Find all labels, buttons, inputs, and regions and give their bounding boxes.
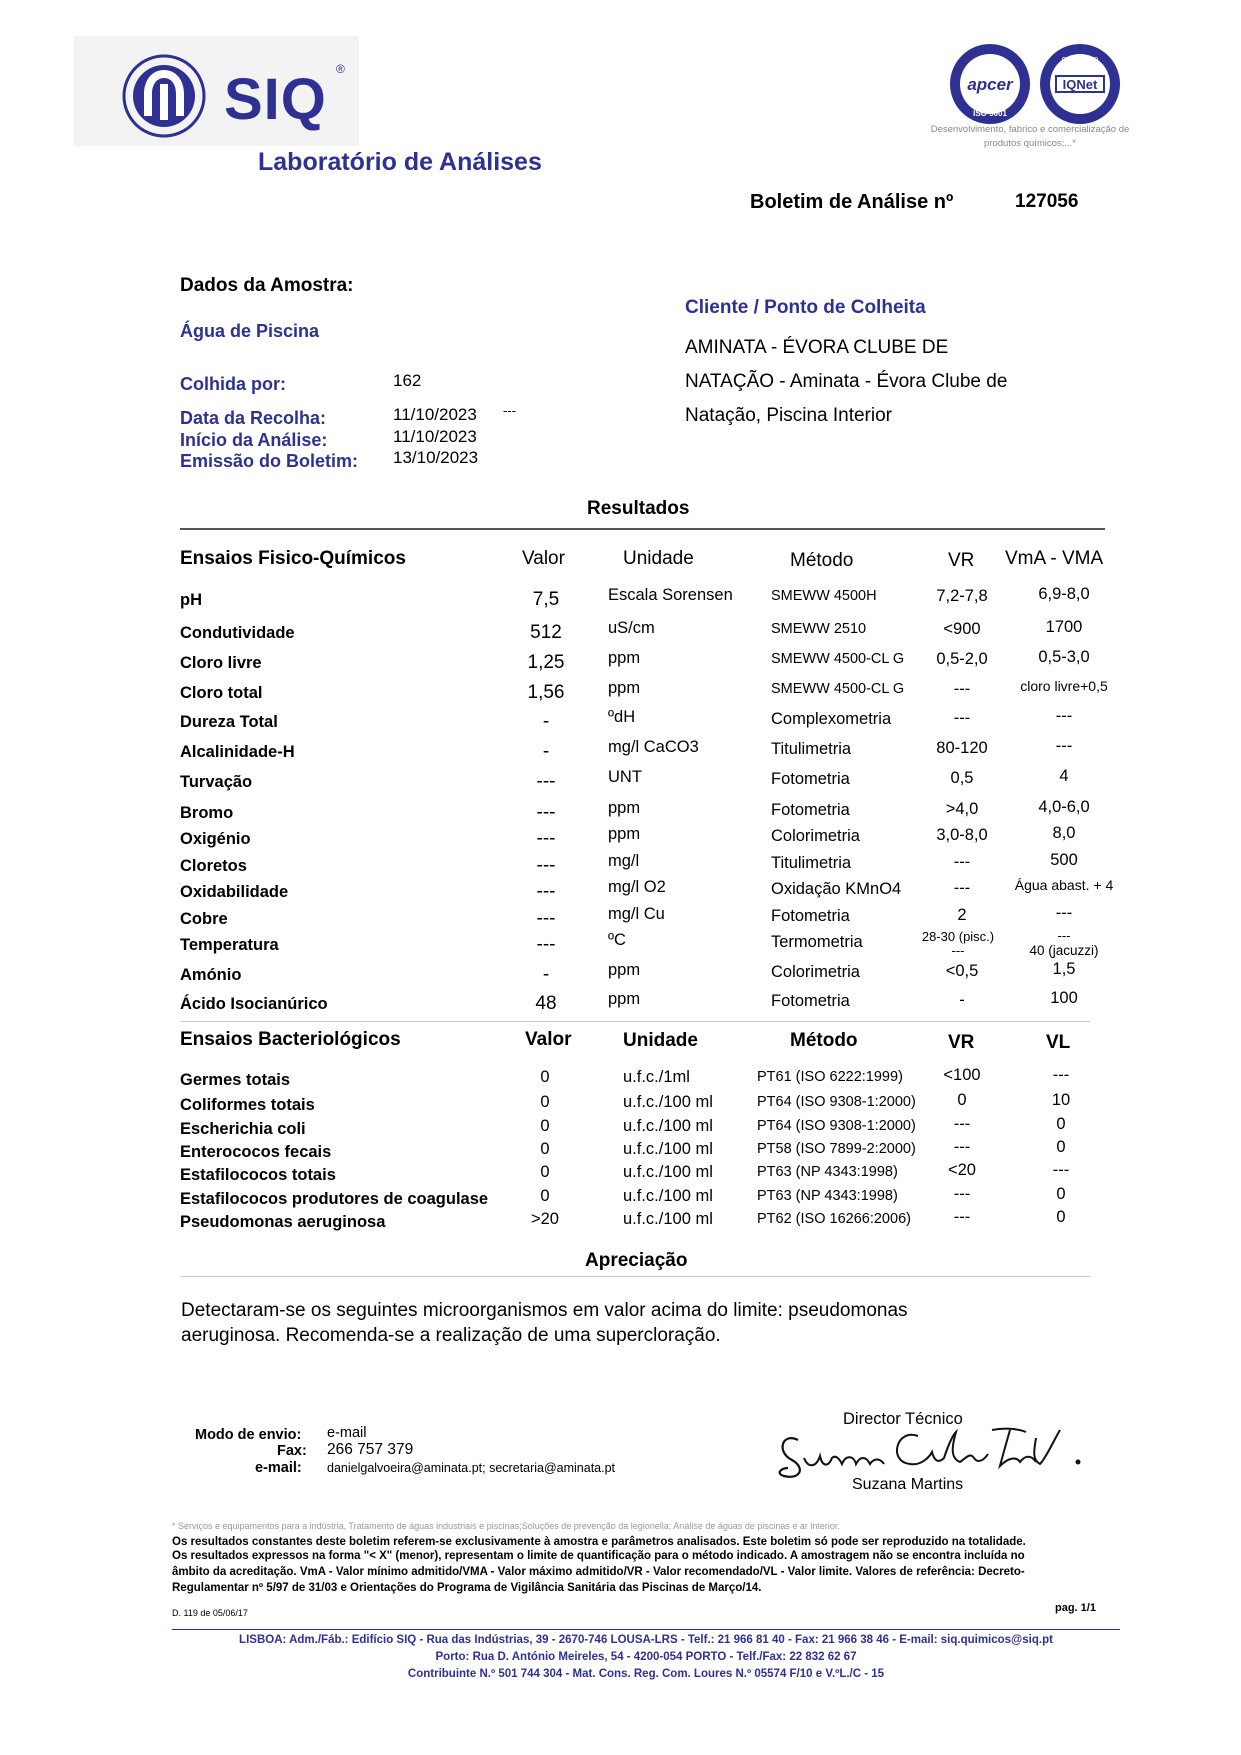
param-vma: 4 xyxy=(1059,767,1069,785)
param-vr: --- xyxy=(953,1138,971,1156)
param-method: Termometria xyxy=(771,933,863,951)
param-vma: 6,9-8,0 xyxy=(1038,585,1090,603)
param-unit: uS/cm xyxy=(608,619,655,637)
param-vr: --- xyxy=(953,1115,971,1133)
param-vr: 7,2-7,8 xyxy=(936,587,988,605)
appraisal-text: Detectaram-se os seguintes microorganismos em valor acima do limite: pseudomonas xyxy=(181,1300,908,1321)
param-name: Pseudomonas aeruginosa xyxy=(180,1213,386,1231)
collected-by-label: Colhida por: xyxy=(180,374,286,394)
param-vr: <0,5 xyxy=(945,962,979,980)
param-value: 0 xyxy=(540,1093,550,1111)
param-method: Complexometria xyxy=(771,710,892,728)
collected-by-value: 162 xyxy=(393,371,422,390)
delivery-mode-label: Modo de envio: xyxy=(195,1427,302,1443)
param-unit: ppm xyxy=(608,990,641,1008)
address-line: Porto: Rua D. António Meireles, 54 - 4200-054 PORTO - Telf./Fax: 22 832 62 67 xyxy=(435,1651,857,1663)
siq-wordmark: SIQ xyxy=(224,67,327,132)
param-name: Temperatura xyxy=(180,936,279,954)
param-vma: 0,5-3,0 xyxy=(1038,648,1090,666)
param-vr: --- xyxy=(953,1185,971,1203)
param-vr-extra: --- xyxy=(951,943,965,958)
param-vma-extra: 40 (jacuzzi) xyxy=(1029,943,1099,958)
param-vma: --- xyxy=(1055,707,1073,725)
client-line: Natação, Piscina Interior xyxy=(685,405,892,426)
param-name: Estafilococos totais xyxy=(180,1166,336,1184)
fax-value: 266 757 379 xyxy=(327,1441,414,1458)
sample-type: Água de Piscina xyxy=(180,321,320,341)
param-name: Amónio xyxy=(180,966,242,984)
param-name: pH xyxy=(180,591,202,609)
param-vma: 1,5 xyxy=(1052,960,1076,978)
param-vma: cloro livre+0,5 xyxy=(1020,678,1108,694)
client-heading: Cliente / Ponto de Colheita xyxy=(685,297,926,318)
param-vl: 10 xyxy=(1051,1091,1071,1109)
param-vl: 0 xyxy=(1056,1208,1066,1226)
results-heading: Resultados xyxy=(587,498,690,519)
param-name: Cloro total xyxy=(180,684,263,702)
param-name: Bromo xyxy=(180,804,234,822)
svg-text:apcer: apcer xyxy=(967,75,1013,94)
param-unit: u.f.c./100 ml xyxy=(623,1117,713,1135)
client-line: NATAÇÃO - Aminata - Évora Clube de xyxy=(685,371,1008,392)
col-vr: VR xyxy=(948,550,975,571)
param-unit: mg/l xyxy=(608,852,640,870)
param-value: 0 xyxy=(540,1187,550,1205)
bacterio-heading: Ensaios Bacteriológicos xyxy=(180,1029,401,1050)
param-method: PT61 (ISO 6222:1999) xyxy=(757,1069,903,1085)
param-unit: u.f.c./100 ml xyxy=(623,1187,713,1205)
param-vr: 80-120 xyxy=(936,739,988,757)
param-method: PT63 (NP 4343:1998) xyxy=(757,1188,898,1204)
param-vr: --- xyxy=(953,879,971,897)
param-unit: ºC xyxy=(608,931,626,949)
address-line: Contribuinte N.º 501 744 304 - Mat. Cons. Reg. Com. Loures N.º 05574 F/10 e V.ºL./C - 15 xyxy=(407,1668,885,1680)
param-name: Oxigénio xyxy=(180,830,251,848)
param-vr: 0 xyxy=(957,1091,967,1109)
param-name: Cloretos xyxy=(180,857,247,875)
param-vr: --- xyxy=(953,680,971,698)
client-line: AMINATA - ÉVORA CLUBE DE xyxy=(685,337,949,358)
col-unidade: Unidade xyxy=(623,548,694,569)
param-vr: 0,5 xyxy=(950,769,974,787)
param-method: Titulimetria xyxy=(771,854,852,872)
param-value: --- xyxy=(536,934,556,955)
param-unit: UNT xyxy=(608,768,642,786)
param-vma: --- xyxy=(1055,904,1073,922)
bulletin-number: 127056 xyxy=(1015,191,1079,212)
param-vr: 2 xyxy=(957,906,967,924)
param-vma: 8,0 xyxy=(1052,824,1076,842)
param-value: --- xyxy=(536,828,556,849)
iqnet-cert-icon xyxy=(1038,42,1122,126)
param-value: 512 xyxy=(530,622,562,643)
col-unidade: Unidade xyxy=(623,1030,698,1051)
param-value: 0 xyxy=(540,1163,550,1181)
doc-code: D. 119 de 05/06/17 xyxy=(172,1608,248,1618)
svg-text:IQNet: IQNet xyxy=(1062,77,1098,92)
param-value: - xyxy=(542,741,550,762)
siq-logo xyxy=(74,36,359,146)
param-vr: 0,5-2,0 xyxy=(936,650,988,668)
param-unit: u.f.c./100 ml xyxy=(623,1210,713,1228)
param-value: - xyxy=(542,711,550,732)
sample-heading: Dados da Amostra: xyxy=(180,275,354,296)
col-valor: Valor xyxy=(522,548,565,569)
param-vma: Água abast. + 4 xyxy=(1014,877,1114,893)
param-value: - xyxy=(542,964,550,985)
param-method: SMEWW 2510 xyxy=(771,621,867,637)
param-name: Condutividade xyxy=(180,624,295,642)
param-method: Fotometria xyxy=(771,801,850,819)
col-vma: VmA - VMA xyxy=(1005,548,1104,569)
param-method: SMEWW 4500-CL G xyxy=(771,681,905,697)
param-name: Turvação xyxy=(180,773,253,791)
param-unit: mg/l O2 xyxy=(608,878,666,896)
param-value: 7,5 xyxy=(532,589,560,610)
bulletin-label: Boletim de Análise nº xyxy=(750,191,954,213)
param-vr: <100 xyxy=(943,1066,981,1084)
email-value: danielgalvoeira@aminata.pt; secretaria@aminata.pt xyxy=(327,1461,616,1475)
param-name: Ácido Isocianúrico xyxy=(180,995,328,1013)
param-unit: ppm xyxy=(608,649,641,667)
svg-text:ISO 9001: ISO 9001 xyxy=(973,109,1007,118)
services-note: * Serviços e equipamentos para a indústria, Tratamento de águas industriais e piscinas;Soluções de prevenção da legionella; Análise de águas de piscinas e ar interior. xyxy=(172,1521,840,1531)
param-method: Titulimetria xyxy=(771,740,852,758)
param-method: Colorimetria xyxy=(771,827,860,845)
param-vma: 500 xyxy=(1050,851,1078,869)
appraisal-divider xyxy=(180,1276,1090,1277)
disclaimer-line: Os resultados expressos na forma "< X" (menor), representam o limite de quantificação para o método indicado. A amostragem não se encontra incluída no xyxy=(172,1550,1025,1562)
param-method: PT58 (ISO 7899-2:2000) xyxy=(757,1141,916,1157)
param-value: 0 xyxy=(540,1117,550,1135)
param-vr: <900 xyxy=(943,620,981,638)
param-unit: mg/l CaCO3 xyxy=(608,738,699,756)
collection-date-value: 11/10/2023 xyxy=(393,405,477,424)
delivery-mode: e-mail xyxy=(327,1425,367,1441)
param-unit: ppm xyxy=(608,825,641,843)
param-value: 0 xyxy=(540,1140,550,1158)
param-vl: --- xyxy=(1052,1161,1070,1179)
table-separator xyxy=(180,1021,1090,1022)
param-value: 1,25 xyxy=(527,652,565,673)
param-unit: Escala Sorensen xyxy=(608,586,733,604)
param-vma: 4,0-6,0 xyxy=(1038,798,1090,816)
param-value: --- xyxy=(536,802,556,823)
param-vl: 0 xyxy=(1056,1138,1066,1156)
col-metodo: Método xyxy=(790,550,854,571)
cert-note: Desenvolvimento, fabrico e comercialização de produtos químicos;...* xyxy=(930,124,1130,149)
param-name: Escherichia coli xyxy=(180,1120,306,1138)
disclaimer-line: Os resultados constantes deste boletim referem-se exclusivamente à amostra e parâmetros analisados. Este boletim só pode ser reproduzido na totalidade. xyxy=(172,1536,1026,1548)
param-vr: --- xyxy=(953,709,971,727)
param-method: Oxidação KMnO4 xyxy=(771,880,902,898)
collection-extra: --- xyxy=(503,403,516,418)
param-unit: ppm xyxy=(608,799,641,817)
disclaimer-line: Regulamentar nº 5/97 de 31/03 e Orientações do Programa de Vigilância Sanitária das Piscinas de Março/14. xyxy=(172,1582,762,1594)
param-method: Fotometria xyxy=(771,770,850,788)
param-method: Colorimetria xyxy=(771,963,860,981)
param-value: 0 xyxy=(540,1068,550,1086)
lab-title: Laboratório de Análises xyxy=(258,148,542,176)
param-value: --- xyxy=(536,881,556,902)
disclaimer-line: âmbito da acreditação. VmA - Valor mínimo admitido/VMA - Valor máximo admitido/VR - Valor recomendado/VL - Valor limite. Valores de referência: Decreto- xyxy=(172,1566,1025,1578)
param-name: Enterococos fecais xyxy=(180,1143,332,1161)
param-vr: >4,0 xyxy=(945,800,979,818)
param-unit: mg/l Cu xyxy=(608,905,665,923)
param-name: Dureza Total xyxy=(180,713,278,731)
col-metodo: Método xyxy=(790,1030,858,1051)
param-method: PT62 (ISO 16266:2006) xyxy=(757,1211,911,1227)
param-vr: 28-30 (pisc.) xyxy=(921,929,995,944)
apcer-cert-icon xyxy=(948,42,1032,126)
param-vma: 1700 xyxy=(1045,618,1083,636)
param-vr: --- xyxy=(953,853,971,871)
appraisal-text: aeruginosa. Recomenda-se a realização de uma supercloração. xyxy=(181,1325,721,1346)
param-method: PT64 (ISO 9308-1:2000) xyxy=(757,1094,916,1110)
param-name: Cloro livre xyxy=(180,654,262,672)
param-unit: ºdH xyxy=(608,708,636,726)
param-value: >20 xyxy=(531,1210,559,1228)
param-name: Oxidabilidade xyxy=(180,883,289,901)
param-vl: 0 xyxy=(1056,1185,1066,1203)
col-vr: VR xyxy=(948,1032,975,1053)
param-unit: ppm xyxy=(608,679,641,697)
param-unit: u.f.c./1ml xyxy=(623,1068,690,1086)
signature-name: Suzana Martins xyxy=(852,1476,964,1493)
analysis-start-value: 11/10/2023 xyxy=(393,427,477,446)
param-name: Germes totais xyxy=(180,1071,291,1089)
fax-label: Fax: xyxy=(277,1443,307,1459)
footer-divider xyxy=(172,1629,1120,1630)
param-name: Alcalinidade-H xyxy=(180,743,295,761)
param-unit: ppm xyxy=(608,961,641,979)
issue-date-value: 13/10/2023 xyxy=(393,448,479,467)
collection-date-label: Data da Recolha: xyxy=(180,408,327,428)
svg-text:CERTIFIED: CERTIFIED xyxy=(1061,57,1099,64)
param-method: PT64 (ISO 9308-1:2000) xyxy=(757,1118,916,1134)
issue-date-label: Emissão do Boletim: xyxy=(180,451,359,471)
page-number: pag. 1/1 xyxy=(1055,1602,1096,1614)
param-vma: --- xyxy=(1057,928,1071,943)
registered-mark: ® xyxy=(336,62,345,76)
param-vma: 100 xyxy=(1050,989,1078,1007)
param-vl: 0 xyxy=(1056,1115,1066,1133)
param-vl: --- xyxy=(1052,1066,1070,1084)
analysis-start-label: Início da Análise: xyxy=(180,430,328,450)
param-unit: u.f.c./100 ml xyxy=(623,1093,713,1111)
param-name: Estafilococos produtores de coagulase xyxy=(180,1190,489,1208)
param-value: --- xyxy=(536,771,556,792)
siq-seal-icon xyxy=(122,54,206,138)
param-vr: - xyxy=(959,991,965,1009)
signature-title: Director Técnico xyxy=(843,1410,963,1428)
appraisal-heading: Apreciação xyxy=(585,1250,688,1271)
col-valor: Valor xyxy=(525,1029,572,1050)
param-vr: --- xyxy=(953,1208,971,1226)
param-value: --- xyxy=(536,908,556,929)
email-label: e-mail: xyxy=(255,1460,302,1476)
param-unit: u.f.c./100 ml xyxy=(623,1163,713,1181)
param-method: PT63 (NP 4343:1998) xyxy=(757,1164,898,1180)
col-vl: VL xyxy=(1046,1032,1071,1053)
param-name: Cobre xyxy=(180,910,228,928)
param-method: SMEWW 4500-CL G xyxy=(771,651,905,667)
param-name: Coliformes totais xyxy=(180,1096,315,1114)
param-method: Fotometria xyxy=(771,907,850,925)
param-vma: --- xyxy=(1055,737,1073,755)
results-divider xyxy=(180,528,1105,530)
param-unit: u.f.c./100 ml xyxy=(623,1140,713,1158)
param-vr: <20 xyxy=(948,1161,976,1179)
param-value: 48 xyxy=(535,993,557,1014)
address-line: LISBOA: Adm./Fáb.: Edifício SIQ - Rua das Indústrias, 39 - 2670-746 LOUSA-LRS - Telf.: 21 966 81 40 - Fax: 21 966 38 46 - E-mail: siq.quimicos@siq.pt xyxy=(239,1634,1053,1646)
param-value: 1,56 xyxy=(527,682,565,703)
param-method: Fotometria xyxy=(771,992,850,1010)
physchem-heading: Ensaios Fisico-Químicos xyxy=(180,548,406,569)
param-vr: 3,0-8,0 xyxy=(936,826,988,844)
param-method: SMEWW 4500H xyxy=(771,588,877,604)
param-value: --- xyxy=(536,855,556,876)
